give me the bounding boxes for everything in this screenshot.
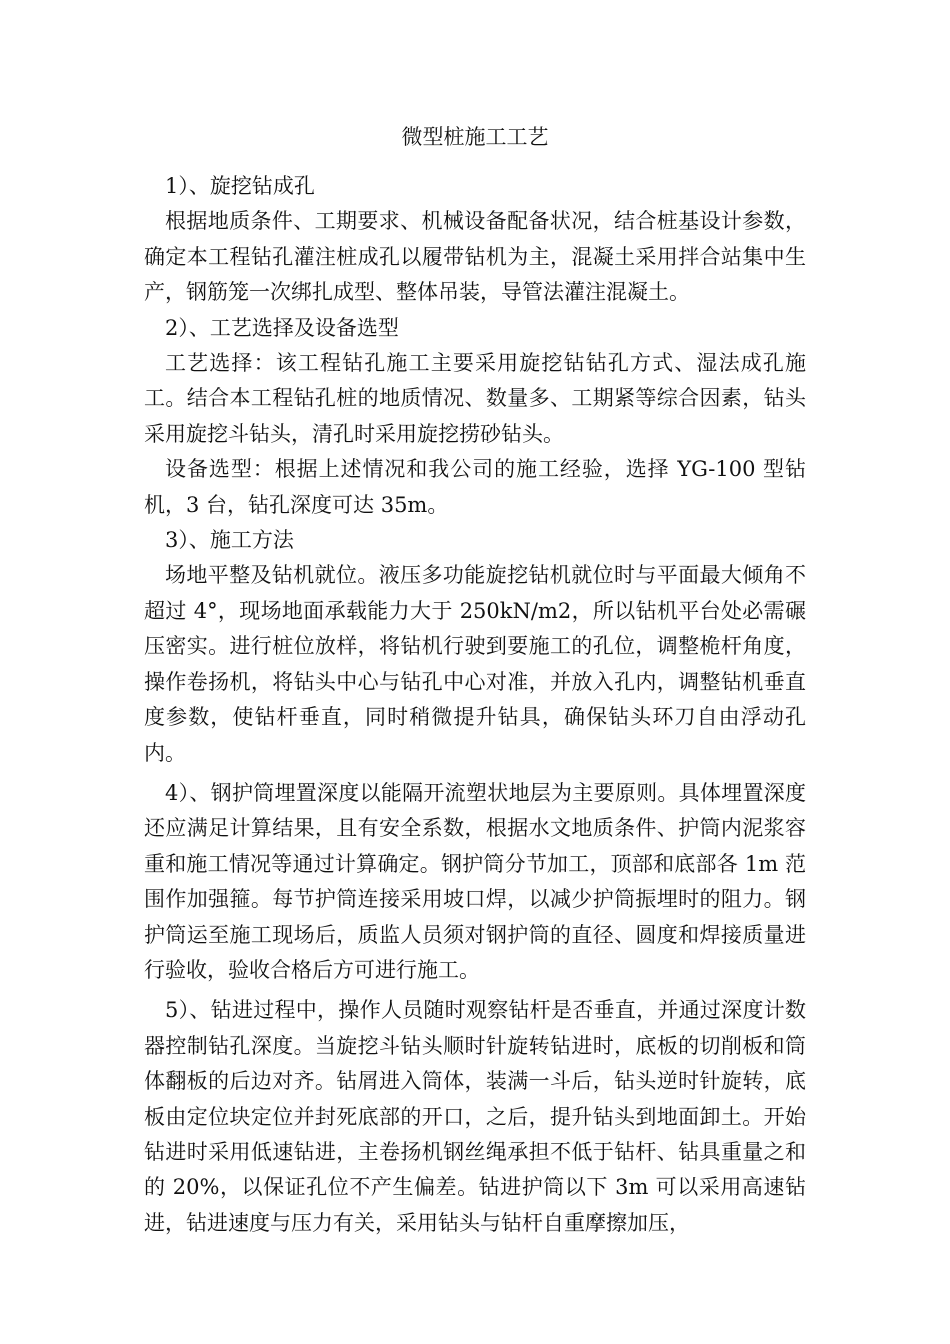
section-heading-1: 1）、旋挖钻成孔	[165, 174, 315, 198]
section-heading-2: 2）、工艺选择及设备选型	[165, 315, 399, 340]
paragraph-construction-method: 场地平整及钻机就位。液压多功能旋挖钻机就位时与平面最大倾角不超过 4°，现场地面承载能力大于 250kN/m2，所以钻机平台处必需碾压密实。进行桩位放样，将钻机行驶到要施工的孔位，调整桅杆角度，操作卷扬机，将钻头中心与钻孔中心对准，并放入孔内，调整钻机垂直度参数，使钻杆垂直，同时稍微提升钻具，确保钻头环刀自由浮动孔内。	[144, 563, 806, 765]
paragraph-equipment-selection: 设备选型：根据上述情况和我公司的施工经验，选择 YG-100 型钻机，3 台，钻孔深度可达 35m。	[144, 457, 806, 517]
document-body	[144, 120, 806, 1241]
paragraph-process-selection: 工艺选择：该工程钻孔施工主要采用旋挖钻钻孔方式、湿法成孔施工。结合本工程钻孔桩的地质情况、数量多、工期紧等综合因素，钻头采用旋挖斗钻头，清孔时采用旋挖捞砂钻头。	[144, 351, 806, 446]
paragraph-steel-casing: 4）、钢护筒埋置深度以能隔开流塑状地层为主要原则。具体埋置深度还应满足计算结果，且有安全系数，根据水文地质条件、护筒内泥浆容重和施工情况等通过计算确定。钢护筒分节加工，顶部和底部各 1m 范围作加强箍。每节护筒连接采用坡口焊，以减少护筒振埋时的阻力。钢护筒运至施工现场后，质监人员须对钢护筒的直径、圆度和焊接质量进行验收，验收合格后方可进行施工。	[144, 780, 806, 982]
document-title: 微型桩施工工艺	[401, 125, 549, 149]
paragraph-drilling-process: 5）、钻进过程中，操作人员随时观察钻杆是否垂直，并通过深度计数器控制钻孔深度。当旋挖斗钻头顺时针旋转钻进时，底板的切削板和筒体翻板的后边对齐。钻屑进入筒体，装满一斗后，钻头逆时针旋转，底板由定位块定位并封死底部的开口，之后，提升钻头到地面卸土。开始钻进时采用低速钻进，主卷扬机钢丝绳承担不低于钻杆、钻具重量之和的 20%，以保证孔位不产生偏差。钻进护筒以下 3m 可以采用高速钻进，钻进速度与压力有关，采用钻头与钻杆自重摩擦加压，	[144, 998, 806, 1235]
section-heading-3: 3）、施工方法	[165, 528, 294, 553]
paragraph-1: 根据地质条件、工期要求、机械设备配备状况，结合桩基设计参数，确定本工程钻孔灌注桩成孔以履带钻机为主，混凝土采用拌合站集中生产，钢筋笼一次绑扎成型、整体吊装，导管法灌注混凝土。	[144, 209, 806, 305]
